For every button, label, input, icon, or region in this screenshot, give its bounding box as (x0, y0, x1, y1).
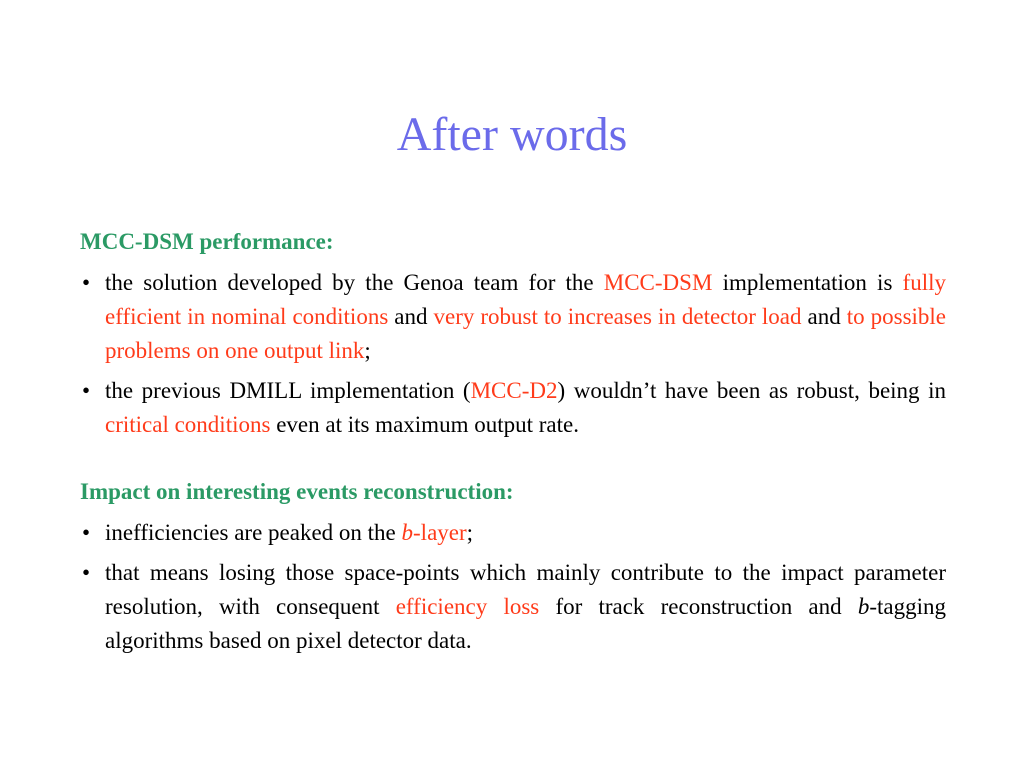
highlight-segment: MCC-DSM (603, 270, 713, 295)
highlight-segment: critical conditions (105, 412, 271, 437)
bullet-item (80, 374, 946, 442)
bullet-dot-icon: • (82, 270, 91, 295)
bullet-text (105, 270, 946, 363)
bullet-text (105, 560, 946, 653)
bullet-dot-icon: • (82, 520, 91, 545)
section-heading: MCC-DSM performance: (80, 229, 334, 254)
slide-title: After words (396, 108, 628, 161)
text-segment: the solution developed by the Genoa team for the (105, 270, 604, 295)
bullet-item (80, 266, 946, 368)
text-segment: even at its maximum output rate. (270, 412, 579, 437)
text-segment: ) wouldn’t have been as robust, being in (557, 378, 946, 403)
text-segment: -tagging algorithms based on pixel detector data. (105, 594, 946, 653)
highlight-segment: MCC-D2 (470, 378, 558, 403)
text-segment: that means losing those space-points which mainly contribute to the impact parameter resolution, with consequent (105, 560, 946, 619)
text-segment: and (801, 304, 847, 329)
bullet-text (105, 520, 473, 545)
highlight-segment: -layer (413, 520, 467, 545)
italic-segment: b (857, 594, 870, 619)
text-segment: implementation is (712, 270, 903, 295)
text-segment: the previous DMILL implementation ( (105, 378, 471, 403)
text-segment: inefficiencies are peaked on the (105, 520, 402, 545)
slide-body (80, 226, 946, 692)
highlight-segment: very robust to increases in detector load (433, 304, 802, 329)
highlight-segment: fully efficient in nominal conditions (105, 270, 946, 329)
highlight-segment: to possible problems on one output link (105, 304, 947, 363)
section-impact-reconstruction (80, 476, 946, 658)
text-segment: ; (364, 338, 371, 363)
bullet-dot-icon: • (82, 560, 91, 585)
highlight-segment: b (401, 520, 414, 545)
bullet-item (80, 516, 946, 550)
section-mcc-dsm-performance (80, 226, 946, 442)
bullet-item (80, 556, 946, 658)
bullet-dot-icon: • (82, 378, 91, 403)
section-heading: Impact on interesting events reconstruction: (80, 479, 514, 504)
highlight-segment: efficiency loss (395, 594, 540, 619)
text-segment: ; (466, 520, 474, 545)
text-segment: for track reconstruction and (539, 594, 858, 619)
text-segment: and (388, 304, 434, 329)
bullet-text (105, 378, 946, 437)
